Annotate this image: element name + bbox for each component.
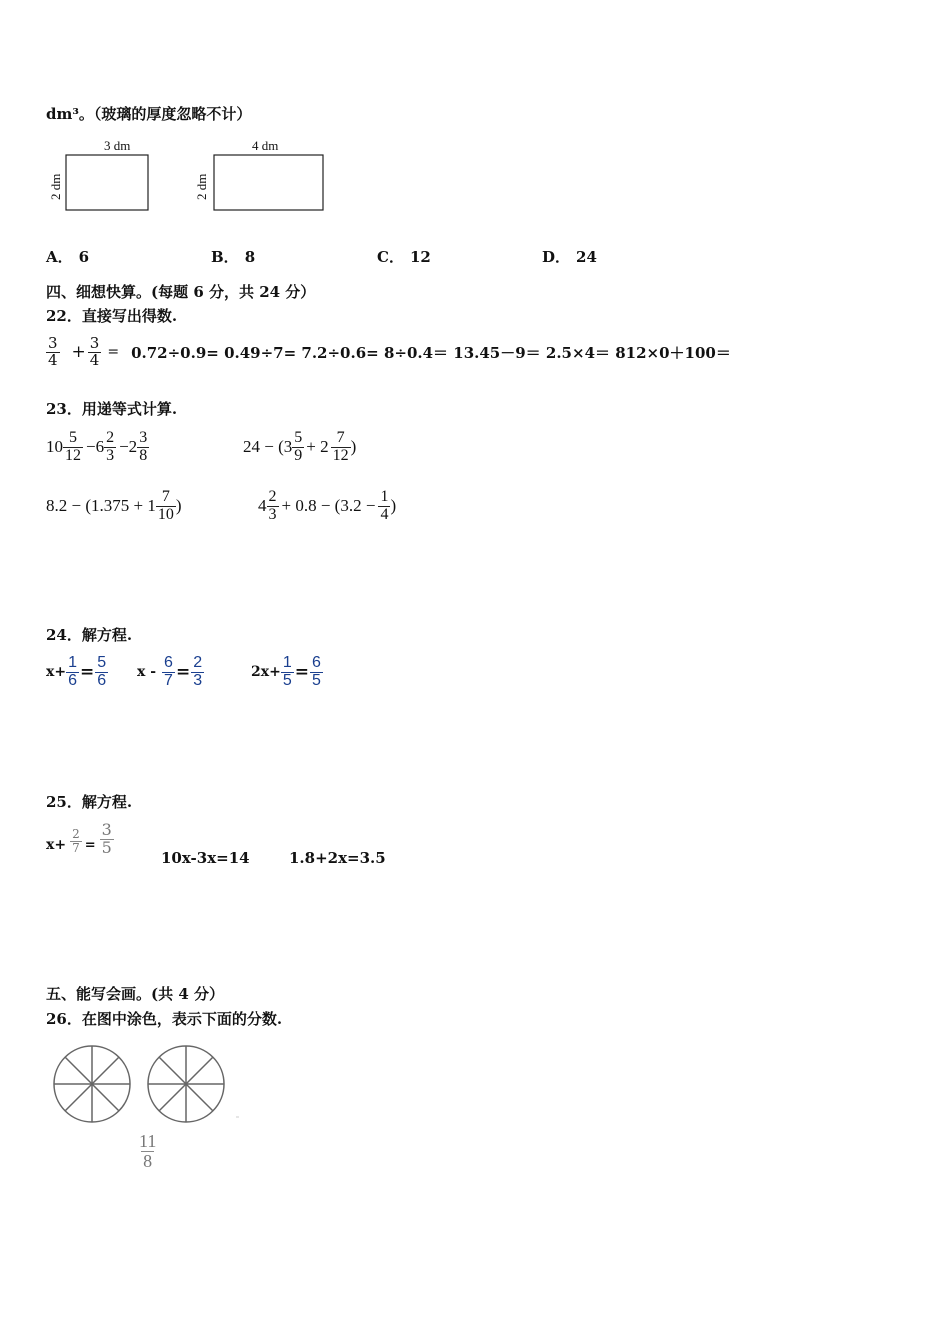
rectangle-2 [214, 155, 323, 210]
circle-2[interactable] [148, 1046, 224, 1122]
q22-fraction-a: $\frac{3}{4}$ [48, 334, 58, 369]
circle-1[interactable] [54, 1046, 130, 1122]
rect1-width-label: 3 dm [104, 138, 131, 153]
section-5-title: 五、能写会画。(共 4 分） [46, 985, 224, 1003]
q23-expression-2: 24 − (3 $\frac{5}{9}$ + 2 $\frac{7}{12}$ ) [243, 429, 357, 464]
q22-row [46, 336, 731, 369]
q23-expression-4: 4 $\frac{2}{3}$ + 0.8 − (3.2 − $\frac{1}{4}$ ) [258, 488, 397, 523]
q25-equation-1: x+ $\frac{2}{7}$ = $\frac{3}{5}$ [46, 820, 112, 857]
header-line: dm³。（玻璃的厚度忽略不计） [46, 105, 252, 123]
q26-fraction: $\frac{11}{8}$ [139, 1131, 157, 1171]
q23-expression-3: 8.2 − (1.375 + 1 $\frac{7}{10}$ ) [46, 488, 182, 523]
rectangle-figure [44, 136, 344, 220]
q22-fraction-b: $\frac{3}{4}$ [89, 334, 100, 369]
q24-equation-1: x+ $\frac{1}{6}$ = $\frac{5}{6}$ [46, 654, 107, 689]
section-4-title: 四、细想快算。(每题 6 分，共 24 分） [46, 283, 316, 301]
q22-plus: + [71, 342, 86, 363]
q26-circles [50, 1042, 250, 1130]
q26-title: 26．在图中涂色，表示下面的分数. [46, 1010, 283, 1028]
q23-title: 23．用递等式计算. [46, 400, 178, 418]
option-c: C． 12 [377, 248, 431, 266]
q22-equals: = [107, 344, 120, 361]
option-d: D． 24 [542, 248, 597, 266]
q23-expression-1: 10 $\frac{5}{12}$ −6 $\frac{2}{3}$ −2 $\frac{3}{8}$ [46, 429, 148, 464]
q25-equation-3: 1.8+2x=3.5 [289, 849, 386, 867]
q25-equation-2: 10x-3x=14 [161, 849, 250, 867]
rect1-height-label: 2 dm [48, 173, 63, 200]
q25-title: 25．解方程. [46, 793, 133, 811]
q26-circles-svg [50, 1042, 250, 1126]
q24-title: 24．解方程. [46, 626, 133, 644]
rect2-width-label: 4 dm [252, 138, 279, 153]
option-a: A． 6 [46, 248, 90, 266]
rect2-height-label: 2 dm [194, 173, 209, 200]
rectangles-svg [44, 136, 344, 216]
option-b: B． 8 [211, 248, 256, 266]
q24-equation-3: 2x+ $\frac{1}{5}$ = $\frac{6}{5}$ [251, 654, 321, 689]
q22-expressions: 0.72÷0.9= 0.49÷7= 7.2÷0.6= 8÷0.4＝ 13.45－9＝ 2.5×4＝ 812×0＋100＝ [131, 343, 731, 362]
q22-title: 22．直接写出得数. [46, 307, 178, 325]
q24-equation-2: x - $\frac{6}{7}$ = $\frac{2}{3}$ [137, 654, 203, 689]
rectangle-1 [66, 155, 148, 210]
